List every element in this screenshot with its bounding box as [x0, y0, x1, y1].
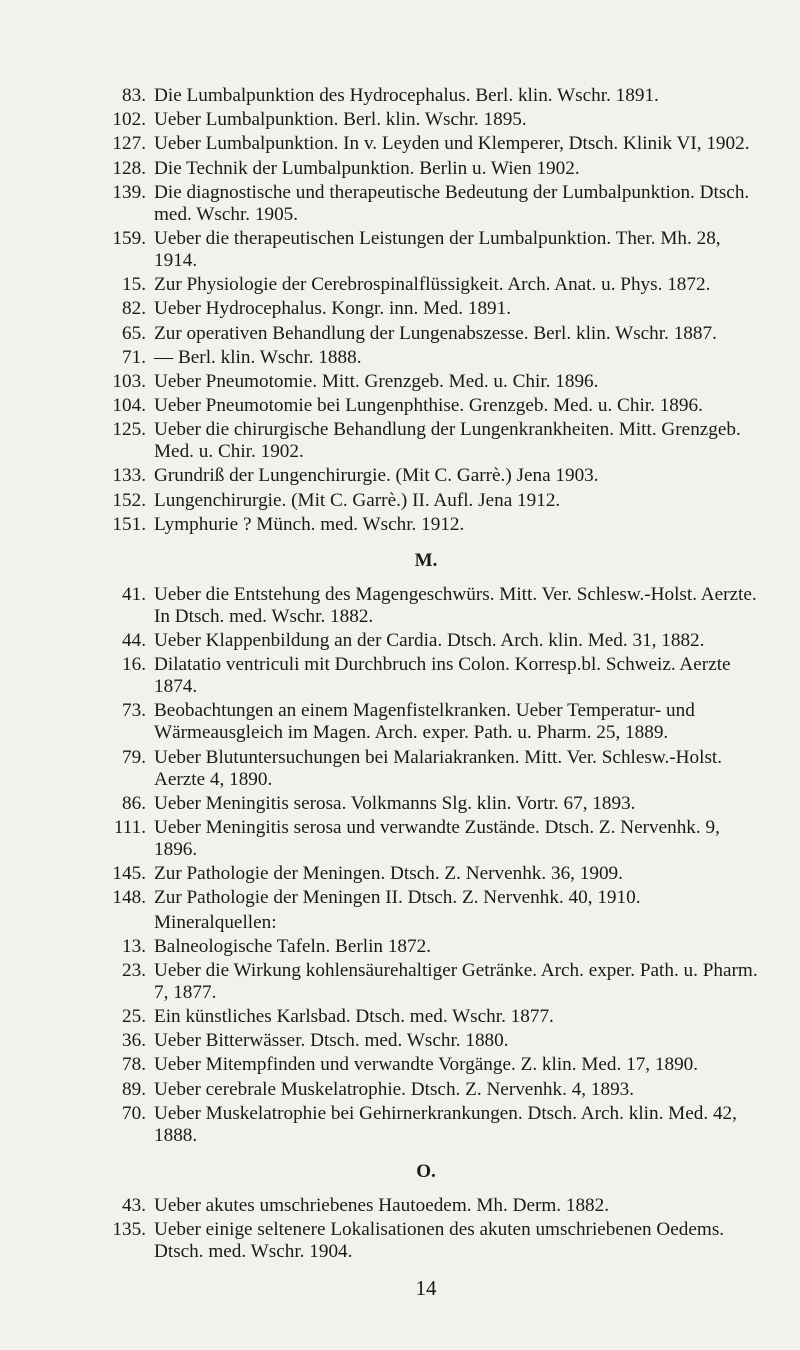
bibliography-entry: [92, 960, 760, 1004]
entry-number: 102.: [112, 109, 146, 131]
entry-number: 82.: [122, 298, 146, 320]
bibliography-entry: [92, 1195, 760, 1217]
entry-number: 36.: [122, 1030, 146, 1052]
entry-number: 25.: [122, 1006, 146, 1028]
bibliography-entry: [92, 747, 760, 791]
entry-number: 41.: [122, 583, 146, 605]
entry-text: Lungenchirurgie. (Mit C. Garrè.) II. Aufl. Jena 1912.: [154, 489, 561, 511]
entry-text: Grundriß der Lungenchirurgie. (Mit C. Garrè.) Jena 1903.: [154, 465, 599, 487]
entry-number: 152.: [112, 489, 146, 511]
page-number: 14: [415, 1276, 437, 1300]
bibliography-entry: [92, 395, 760, 417]
bibliography-entry: [92, 298, 760, 320]
entry-number: 103.: [112, 370, 146, 392]
entry-text: Ueber Lumbalpunktion. In v. Leyden und Klemperer, Dtsch. Klinik VI, 1902.: [154, 133, 750, 155]
bibliography-entry: [92, 514, 760, 536]
entry-number: 43.: [122, 1194, 146, 1216]
bibliography-entry: [92, 863, 760, 885]
bibliography-entry: [92, 1030, 760, 1052]
bibliography-entry: [92, 700, 760, 744]
entry-text: Die Technik der Lumbalpunktion. Berlin u. Wien 1902.: [154, 157, 580, 179]
entry-number: 135.: [112, 1219, 146, 1240]
entry-number: 151.: [112, 513, 146, 535]
entry-number: 104.: [112, 395, 146, 417]
entry-text: — Berl. klin. Wschr. 1888.: [154, 346, 362, 368]
entry-number: 65.: [122, 322, 146, 344]
entry-text: Ueber die Entstehung des Magengeschwürs. Mitt. Ver. Schlesw.-Holst. Aerzte. In Dtsch. med. Wschr. 1882.: [154, 583, 757, 627]
bibliography-entry: [92, 419, 760, 463]
entry-number: 139.: [112, 181, 146, 203]
bibliography-entry: [92, 158, 760, 180]
entry-text: Ueber Meningitis serosa. Volkmanns Slg. klin. Vortr. 67, 1893.: [154, 792, 636, 814]
entry-text: Ueber die chirurgische Behandlung der Lungenkrankheiten. Mitt. Grenzgeb. Med. u. Chir. 1902.: [154, 419, 741, 463]
entry-text: Beobachtungen an einem Magenfistelkranken. Ueber Temperatur- und Wärmeausgleich im Magen. Arch. exper. Path. u. Pharm. 25, 1889.: [154, 700, 695, 744]
entry-text: Zur Pathologie der Meningen II. Dtsch. Z. Nervenhk. 40, 1910.: [154, 887, 641, 909]
entry-text: Ueber die therapeutischen Leistungen der Lumbalpunktion. Ther. Mh. 28, 1914.: [154, 227, 721, 271]
bibliography-entry: [92, 490, 760, 512]
entry-text: Ueber akutes umschriebenes Hautoedem. Mh. Derm. 1882.: [154, 1194, 610, 1216]
bibliography-entry: [92, 133, 760, 155]
entry-number: 125.: [112, 419, 146, 441]
entry-number: 16.: [122, 654, 146, 676]
bibliography-entry: [92, 1006, 760, 1028]
bibliography-entry: [92, 323, 760, 345]
entry-number: 70.: [122, 1102, 146, 1124]
bibliography-entry: [92, 274, 760, 296]
entry-number: 111.: [113, 816, 146, 838]
entry-number: 83.: [122, 85, 146, 106]
entry-text: Ueber Bitterwässer. Dtsch. med. Wschr. 1880.: [154, 1030, 509, 1052]
entry-number: 79.: [122, 746, 146, 768]
entry-number: 133.: [112, 465, 146, 487]
bibliography-entry: [92, 654, 760, 698]
entry-number: 86.: [122, 792, 146, 814]
bibliography-entry: [92, 347, 760, 369]
bibliography-entry: [92, 817, 760, 861]
entry-text: Balneologische Tafeln. Berlin 1872.: [154, 935, 431, 957]
entry-text: Die diagnostische und therapeutische Bedeutung der Lumbalpunktion. Dtsch. med. Wschr. 1905.: [154, 181, 750, 225]
entry-number: 127.: [112, 133, 146, 155]
entry-text: Ueber Klappenbildung an der Cardia. Dtsch. Arch. klin. Med. 31, 1882.: [154, 630, 705, 651]
entry-number: 15.: [122, 274, 146, 296]
entry-text: Ueber die Wirkung kohlensäurehaltiger Getränke. Arch. exper. Path. u. Pharm. 7, 1877.: [154, 959, 758, 1003]
entry-number: 148.: [112, 887, 146, 909]
bibliography-entry: [92, 228, 760, 272]
bibliography-entry: [92, 584, 760, 628]
bibliography-entry: [92, 1219, 760, 1263]
section-mineralquellen-entries: [92, 936, 760, 1147]
bibliography-entry: [92, 85, 760, 107]
section-heading-o: O.: [416, 1160, 436, 1182]
entry-text: Ein künstliches Karlsbad. Dtsch. med. Wschr. 1877.: [154, 1006, 554, 1028]
entry-number: 23.: [122, 959, 146, 981]
bibliography-entry: [92, 109, 760, 131]
entry-text: Ueber Pneumotomie. Mitt. Grenzgeb. Med. u. Chir. 1896.: [154, 370, 599, 392]
entry-text: Ueber Hydrocephalus. Kongr. inn. Med. 1891.: [154, 298, 512, 320]
subsection-label-mineralquellen: Mineralquellen:: [154, 911, 277, 933]
entry-text: Zur Physiologie der Cerebrospinalflüssigkeit. Arch. Anat. u. Phys. 1872.: [154, 274, 711, 296]
entry-number: 13.: [122, 935, 146, 957]
section-l-entries: [92, 85, 760, 536]
bibliography-entry: [92, 465, 760, 487]
bibliography-entry: [92, 1079, 760, 1101]
entry-text: Ueber Muskelatrophie bei Gehirnerkrankungen. Dtsch. Arch. klin. Med. 42, 1888.: [154, 1102, 737, 1146]
entry-number: 71.: [122, 346, 146, 368]
entry-text: Ueber cerebrale Muskelatrophie. Dtsch. Z. Nervenhk. 4, 1893.: [154, 1078, 635, 1100]
entry-text: Zur operativen Behandlung der Lungenabszesse. Berl. klin. Wschr. 1887.: [154, 322, 717, 344]
entry-text: Ueber Lumbalpunktion. Berl. klin. Wschr. 1895.: [154, 109, 527, 131]
entry-number: 159.: [112, 227, 146, 249]
section-o-entries: [92, 1195, 760, 1263]
entry-text: Zur Pathologie der Meningen. Dtsch. Z. Nervenhk. 36, 1909.: [154, 863, 623, 885]
entry-text: Dilatatio ventriculi mit Durchbruch ins Colon. Korresp.bl. Schweiz. Aerzte 1874.: [154, 654, 731, 698]
entry-number: 89.: [122, 1078, 146, 1100]
bibliography-entry: [92, 1103, 760, 1147]
entry-number: 78.: [122, 1054, 146, 1076]
entry-number: 128.: [112, 157, 146, 179]
section-heading-m: M.: [414, 549, 438, 571]
entry-text: Ueber Pneumotomie bei Lungenphthise. Grenzgeb. Med. u. Chir. 1896.: [154, 395, 703, 417]
bibliography-entry: [92, 371, 760, 393]
entry-text: Ueber Meningitis serosa und verwandte Zustände. Dtsch. Z. Nervenhk. 9, 1896.: [154, 816, 720, 860]
section-m-entries: [92, 584, 760, 910]
bibliography-entry: [92, 793, 760, 815]
entry-number: 73.: [122, 700, 146, 722]
entry-number: 44.: [122, 630, 146, 651]
entry-number: 145.: [112, 863, 146, 885]
bibliography-entry: [92, 936, 760, 958]
bibliography-entry: [92, 1054, 760, 1076]
entry-text: Ueber Mitempfinden und verwandte Vorgänge. Z. klin. Med. 17, 1890.: [154, 1054, 699, 1076]
entry-text: Ueber einige seltenere Lokalisationen des akuten umschriebenen Oedems. Dtsch. med. Wschr. 1904.: [154, 1219, 725, 1262]
bibliography-entry: [92, 182, 760, 226]
entry-text: Ueber Blutuntersuchungen bei Malariakranken. Mitt. Ver. Schlesw.-Holst. Aerzte 4, 1890.: [154, 746, 723, 790]
bibliography-entry: [92, 887, 760, 909]
bibliography-entry: [92, 630, 760, 652]
entry-text: Lymphurie ? Münch. med. Wschr. 1912.: [154, 513, 465, 535]
entry-text: Die Lumbalpunktion des Hydrocephalus. Berl. klin. Wschr. 1891.: [154, 85, 659, 106]
bibliography-list: [92, 85, 760, 1299]
